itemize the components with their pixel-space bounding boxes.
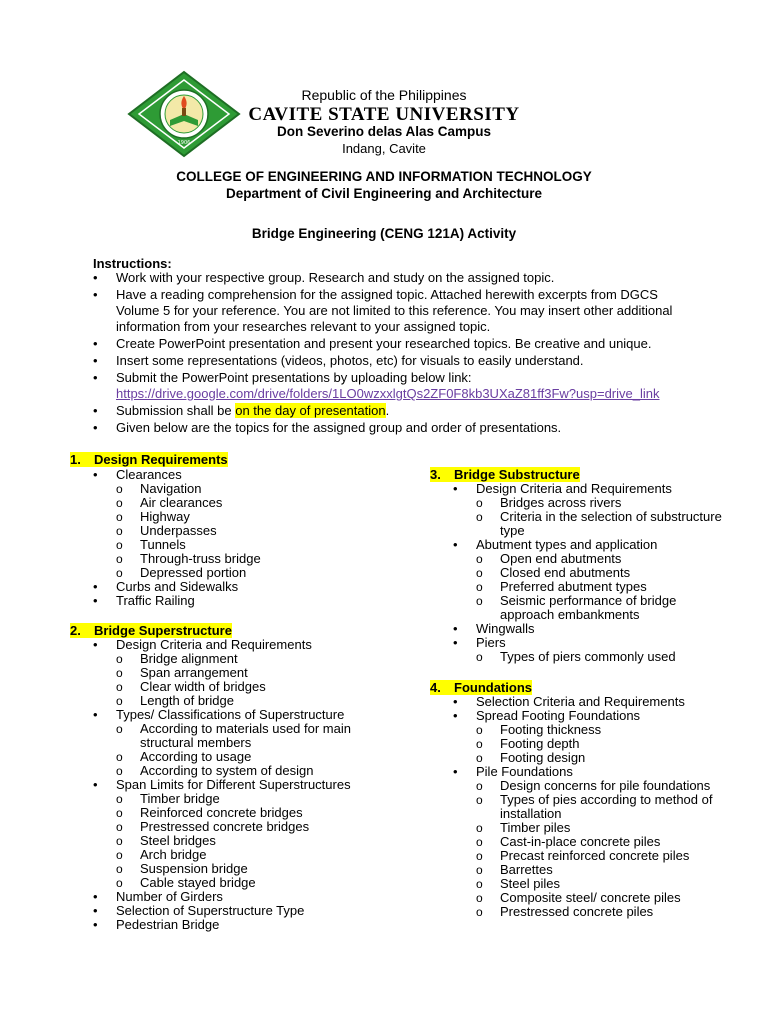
section-2-list (93, 638, 393, 932)
instruction-item: • Work with your respective group. Research and study on the assigned topic. (93, 270, 693, 286)
university-seal-logo (126, 70, 242, 158)
sub-list-item: o Suspension bridge (116, 862, 393, 876)
sub-list-item: o Highway (116, 510, 393, 524)
list-item (93, 708, 393, 778)
sub-list-item: o Underpasses (116, 524, 393, 538)
submission-period: . (385, 403, 390, 418)
sub-list-item: o Steel piles (476, 877, 716, 891)
sub-list-item: o Design concerns for pile foundations (476, 779, 716, 793)
section-heading (70, 623, 232, 638)
sub-list-item: o Prestressed concrete piles (476, 905, 716, 919)
sub-list-item: o Prestressed concrete bridges (116, 820, 393, 834)
submission-highlight: on the day of presentation (235, 403, 386, 418)
list-item: • Selection of Superstructure Type (93, 904, 393, 918)
list-item-label: Design Criteria and Requirements (116, 637, 312, 652)
instruction-item: • Insert some representations (videos, photos, etc) for visuals to easily understand. (93, 353, 693, 369)
list-item (93, 468, 393, 580)
sub-list-item: o According to usage (116, 750, 354, 764)
list-item (93, 638, 393, 708)
sub-list-item: o Cast-in-place concrete piles (476, 835, 716, 849)
list-item-label: Pile Foundations (476, 764, 573, 779)
list-item (453, 765, 743, 919)
instruction-item: • Given below are the topics for the assigned group and order of presentations. (93, 420, 693, 436)
section-title: Foundations (454, 680, 532, 695)
list-item-label: Design Criteria and Requirements (476, 481, 672, 496)
instructions-title: Instructions: (93, 256, 172, 271)
sub-list-item: o Preferred abutment types (476, 580, 716, 594)
instructions-list (93, 270, 693, 437)
drive-link[interactable]: https://drive.google.com/drive/folders/1LO0wzxxlgtQs2ZF0F8kb3UXaZ81ff3Fw?usp=drive_link (116, 386, 660, 401)
department-name: Department of Civil Engineering and Architecture (225, 186, 543, 201)
sub-list-item: o According to system of design (116, 764, 354, 778)
sub-list-item: o Cable stayed bridge (116, 876, 393, 890)
sub-list-item: o Through-truss bridge (116, 552, 393, 566)
sub-list-item: o Tunnels (116, 538, 393, 552)
university-name: CAVITE STATE UNIVERSITY (248, 104, 520, 125)
section-1-list (93, 468, 393, 608)
town-name: Indang, Cavite (342, 141, 426, 156)
list-item (453, 538, 743, 622)
sub-list-item: o Footing design (476, 751, 743, 765)
section-number: 2. (70, 623, 81, 638)
section-3-list (453, 482, 743, 664)
section-number: 4. (430, 680, 441, 695)
sub-list-item: o Timber bridge (116, 792, 393, 806)
sub-list-item: o Types of piers commonly used (476, 650, 743, 664)
list-item: • Number of Girders (93, 890, 393, 904)
list-item: • Traffic Railing (93, 594, 393, 608)
list-item-label: Piers (476, 635, 506, 650)
list-item-label: Types/ Classifications of Superstructure (116, 707, 345, 722)
list-item-label: Span Limits for Different Superstructures (116, 777, 351, 792)
sub-list-item: o According to materials used for main structural members (116, 722, 354, 750)
section-title: Design Requirements (94, 452, 228, 467)
sub-list-item: o Open end abutments (476, 552, 716, 566)
sub-list-item: o Composite steel/ concrete piles (476, 891, 716, 905)
sub-list-item: o Clear width of bridges (116, 680, 393, 694)
sub-list-item: o Barrettes (476, 863, 716, 877)
svg-text:1906: 1906 (177, 140, 191, 146)
list-item-label: Clearances (116, 467, 182, 482)
sub-list-item: o Closed end abutments (476, 566, 716, 580)
sub-list-item: o Footing depth (476, 737, 743, 751)
sub-list-item: o Steel bridges (116, 834, 393, 848)
sub-list-item: o Depressed portion (116, 566, 393, 580)
section-number: 1. (70, 452, 81, 467)
submission-text: Submission shall be (116, 403, 236, 418)
list-item (453, 636, 743, 664)
sub-list-item: o Arch bridge (116, 848, 393, 862)
list-item (93, 778, 393, 890)
college-name: COLLEGE OF ENGINEERING AND INFORMATION TECHNOLOGY (176, 169, 592, 184)
sub-list-item: o Air clearances (116, 496, 393, 510)
list-item (453, 482, 743, 538)
republic-line: Republic of the Philippines (301, 87, 467, 103)
section-heading (70, 452, 228, 467)
instruction-item (93, 403, 693, 419)
section-heading (430, 467, 580, 482)
instruction-item: • Create PowerPoint presentation and present your researched topics. Be creative and unique. (93, 336, 693, 352)
list-item (453, 709, 743, 765)
upload-instruction-text: Submit the PowerPoint presentations by uploading below link: (116, 370, 472, 385)
sub-list-item: o Length of bridge (116, 694, 393, 708)
section-title: Bridge Substructure (454, 467, 580, 482)
sub-list-item: o Seismic performance of bridge approach embankments (476, 594, 716, 622)
activity-title: Bridge Engineering (CENG 121A) Activity (251, 226, 517, 241)
sub-list-item: o Criteria in the selection of substructure type (476, 510, 743, 538)
campus-name: Don Severino delas Alas Campus (276, 124, 492, 139)
sub-list-item: o Precast reinforced concrete piles (476, 849, 716, 863)
section-number: 3. (430, 467, 441, 482)
sub-list-item: o Footing thickness (476, 723, 743, 737)
list-item: • Pedestrian Bridge (93, 918, 393, 932)
list-item-label: Spread Footing Foundations (476, 708, 641, 723)
list-item: • Curbs and Sidewalks (93, 580, 393, 594)
section-heading (430, 680, 532, 695)
instruction-item: • Have a reading comprehension for the assigned topic. Attached herewith excerpts from DGCS Volume 5 for your reference. You are not limited to this reference. You may insert other additional information from your researches relevant to your assigned topic. (93, 287, 693, 335)
sub-list-item: o Bridges across rivers (476, 496, 743, 510)
list-item-label: Abutment types and application (476, 537, 658, 552)
sub-list-item: o Span arrangement (116, 666, 393, 680)
sub-list-item: o Types of pies according to method of installation (476, 793, 716, 821)
section-4-list (453, 695, 743, 919)
sub-list-item: o Reinforced concrete bridges (116, 806, 393, 820)
sub-list-item: o Navigation (116, 482, 393, 496)
sub-list-item: o Timber piles (476, 821, 716, 835)
instruction-item (93, 370, 693, 402)
list-item: • Wingwalls (453, 622, 743, 636)
section-title: Bridge Superstructure (94, 623, 232, 638)
sub-list-item: o Bridge alignment (116, 652, 393, 666)
list-item: • Selection Criteria and Requirements (453, 695, 743, 709)
